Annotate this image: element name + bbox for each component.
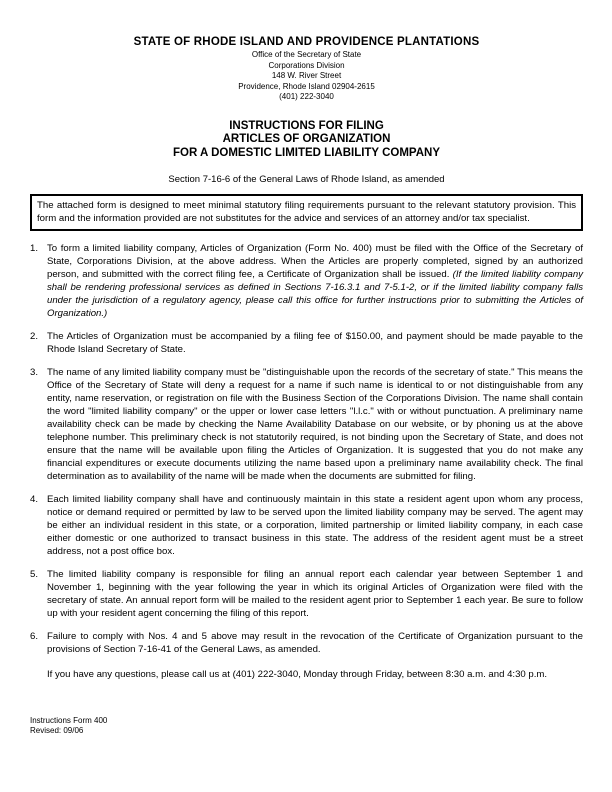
item-text: The name of any limited liability company must be "distinguishable upon the records of the secretary of state." This means the Office of the Secretary of State will deny a request for a name if such name is identical to or not distinguishable from any entity, name reservation, or registration on file with the Business Section of the Corporations Division. The name shall contain the word "limited liability company" or the upper or lower case letters "l.l.c." with or without punctuation. A preliminary name availability check can be made by checking the Name Availability Database on our website, or by phoning us at the above telephone number. This preliminary check is not statutorily required, is not binding upon the Secretary of State, and does not ensure that the name will be available upon filing the Articles of Organization. It is suggested that you do not make any financial expenditures or execute documents utilizing the name based upon a preliminary name availability check. The final determination as to availability of the name will be made when the documents are submitted for filing. <box>47 367 583 482</box>
instruction-item-1 <box>30 242 583 320</box>
instruction-item-5 <box>30 568 583 620</box>
document-title <box>30 120 583 161</box>
street-line: 148 W. River Street <box>271 71 342 80</box>
item-text: Failure to comply with Nos. 4 and 5 above may result in the revocation of the Certificate of Organization pursuant to the provisions of Section 7-16-41 of the General Laws, as amended. <box>47 631 583 655</box>
form-footer <box>30 716 107 735</box>
city-line: Providence, Rhode Island 02904-2615 <box>238 81 375 91</box>
instruction-item-3 <box>30 366 583 483</box>
footer-form-id: Instructions Form 400 <box>30 716 108 725</box>
item-number: 3. <box>30 367 39 378</box>
item-text <box>47 242 583 320</box>
item-number: 6. <box>30 631 39 642</box>
title-line-2: ARTICLES OF ORGANIZATION <box>222 133 391 145</box>
instruction-list <box>30 242 583 656</box>
instruction-item-2 <box>30 330 583 356</box>
item-text: The Articles of Organization must be accompanied by a filing fee of $150.00, and payment should be made payable to the Rhode Island Secretary of State. <box>47 331 583 355</box>
questions-note: If you have any questions, please call us at (401) 222-3040, Monday through Friday, between 8:30 a.m. and 4:30 p.m. <box>47 669 548 680</box>
title-line-3: FOR A DOMESTIC LIMITED LIABILITY COMPANY <box>172 146 441 159</box>
office-line: Office of the Secretary of State <box>251 50 362 59</box>
instruction-item-6 <box>30 630 583 656</box>
agency-address-block <box>30 50 583 103</box>
instruction-item-4 <box>30 493 583 558</box>
item-text-italic: (If the limited liability company shall be rendering professional services as defined in Sections 7-16.3.1 and 7-5.1-2, or if the limited liability company falls under the jurisdiction of a regulatory agency, please call this office for further instructions prior to submitting the Articles of Organization.) <box>47 269 583 319</box>
item-number: 5. <box>30 569 39 580</box>
item-text-regular: To form a limited liability company, Articles of Organization (Form No. 400) must be filed with the Office of the Secretary of State, Corporations Division, at the above address. When the Articles are properly completed, signed by an authorized person, and submitted with the correct filing fee, a Certificate of Organization shall be issued. <box>47 243 583 280</box>
item-number: 1. <box>30 243 39 254</box>
item-text: The limited liability company is responsible for filing an annual report each calendar year between September 1 and November 1, beginning with the year following the year in which its original Articles of Organization were filed with the secretary of state. An annual report form will be mailed to the resident agent prior to September 1 each year. Be sure to follow up with your resident agent concerning the filing of this report. <box>47 569 583 619</box>
statute-reference: Section 7-16-6 of the General Laws of Rhode Island, as amended <box>168 174 445 185</box>
disclaimer-box: The attached form is designed to meet minimal statutory filing requirements pursuant to the relevant statutory provision. This form and the information provided are not substitutes for the advice and services of an attorney and/or tax specialist. <box>30 194 583 231</box>
footer-revision-date: Revised: 09/06 <box>30 725 84 735</box>
item-text: Each limited liability company shall have and continuously maintain in this state a resident agent upon whom any process, notice or demand required or permitted by law to be served upon the limited liability company may be served. The agent may be either an individual resident in this state, or a corporation, limited partnership or limited liability company, in each case either domestic or one authorized to transact business in this state. The address of the resident agent must be a street address, not a post office box. <box>47 494 583 557</box>
title-line-1: INSTRUCTIONS FOR FILING <box>229 119 384 132</box>
item-number: 2. <box>30 331 39 342</box>
phone-line: (401) 222-3040 <box>279 92 334 101</box>
item-number: 4. <box>30 494 39 505</box>
state-header: STATE OF RHODE ISLAND AND PROVIDENCE PLANTATIONS <box>133 36 480 48</box>
division-line: Corporations Division <box>268 60 345 70</box>
